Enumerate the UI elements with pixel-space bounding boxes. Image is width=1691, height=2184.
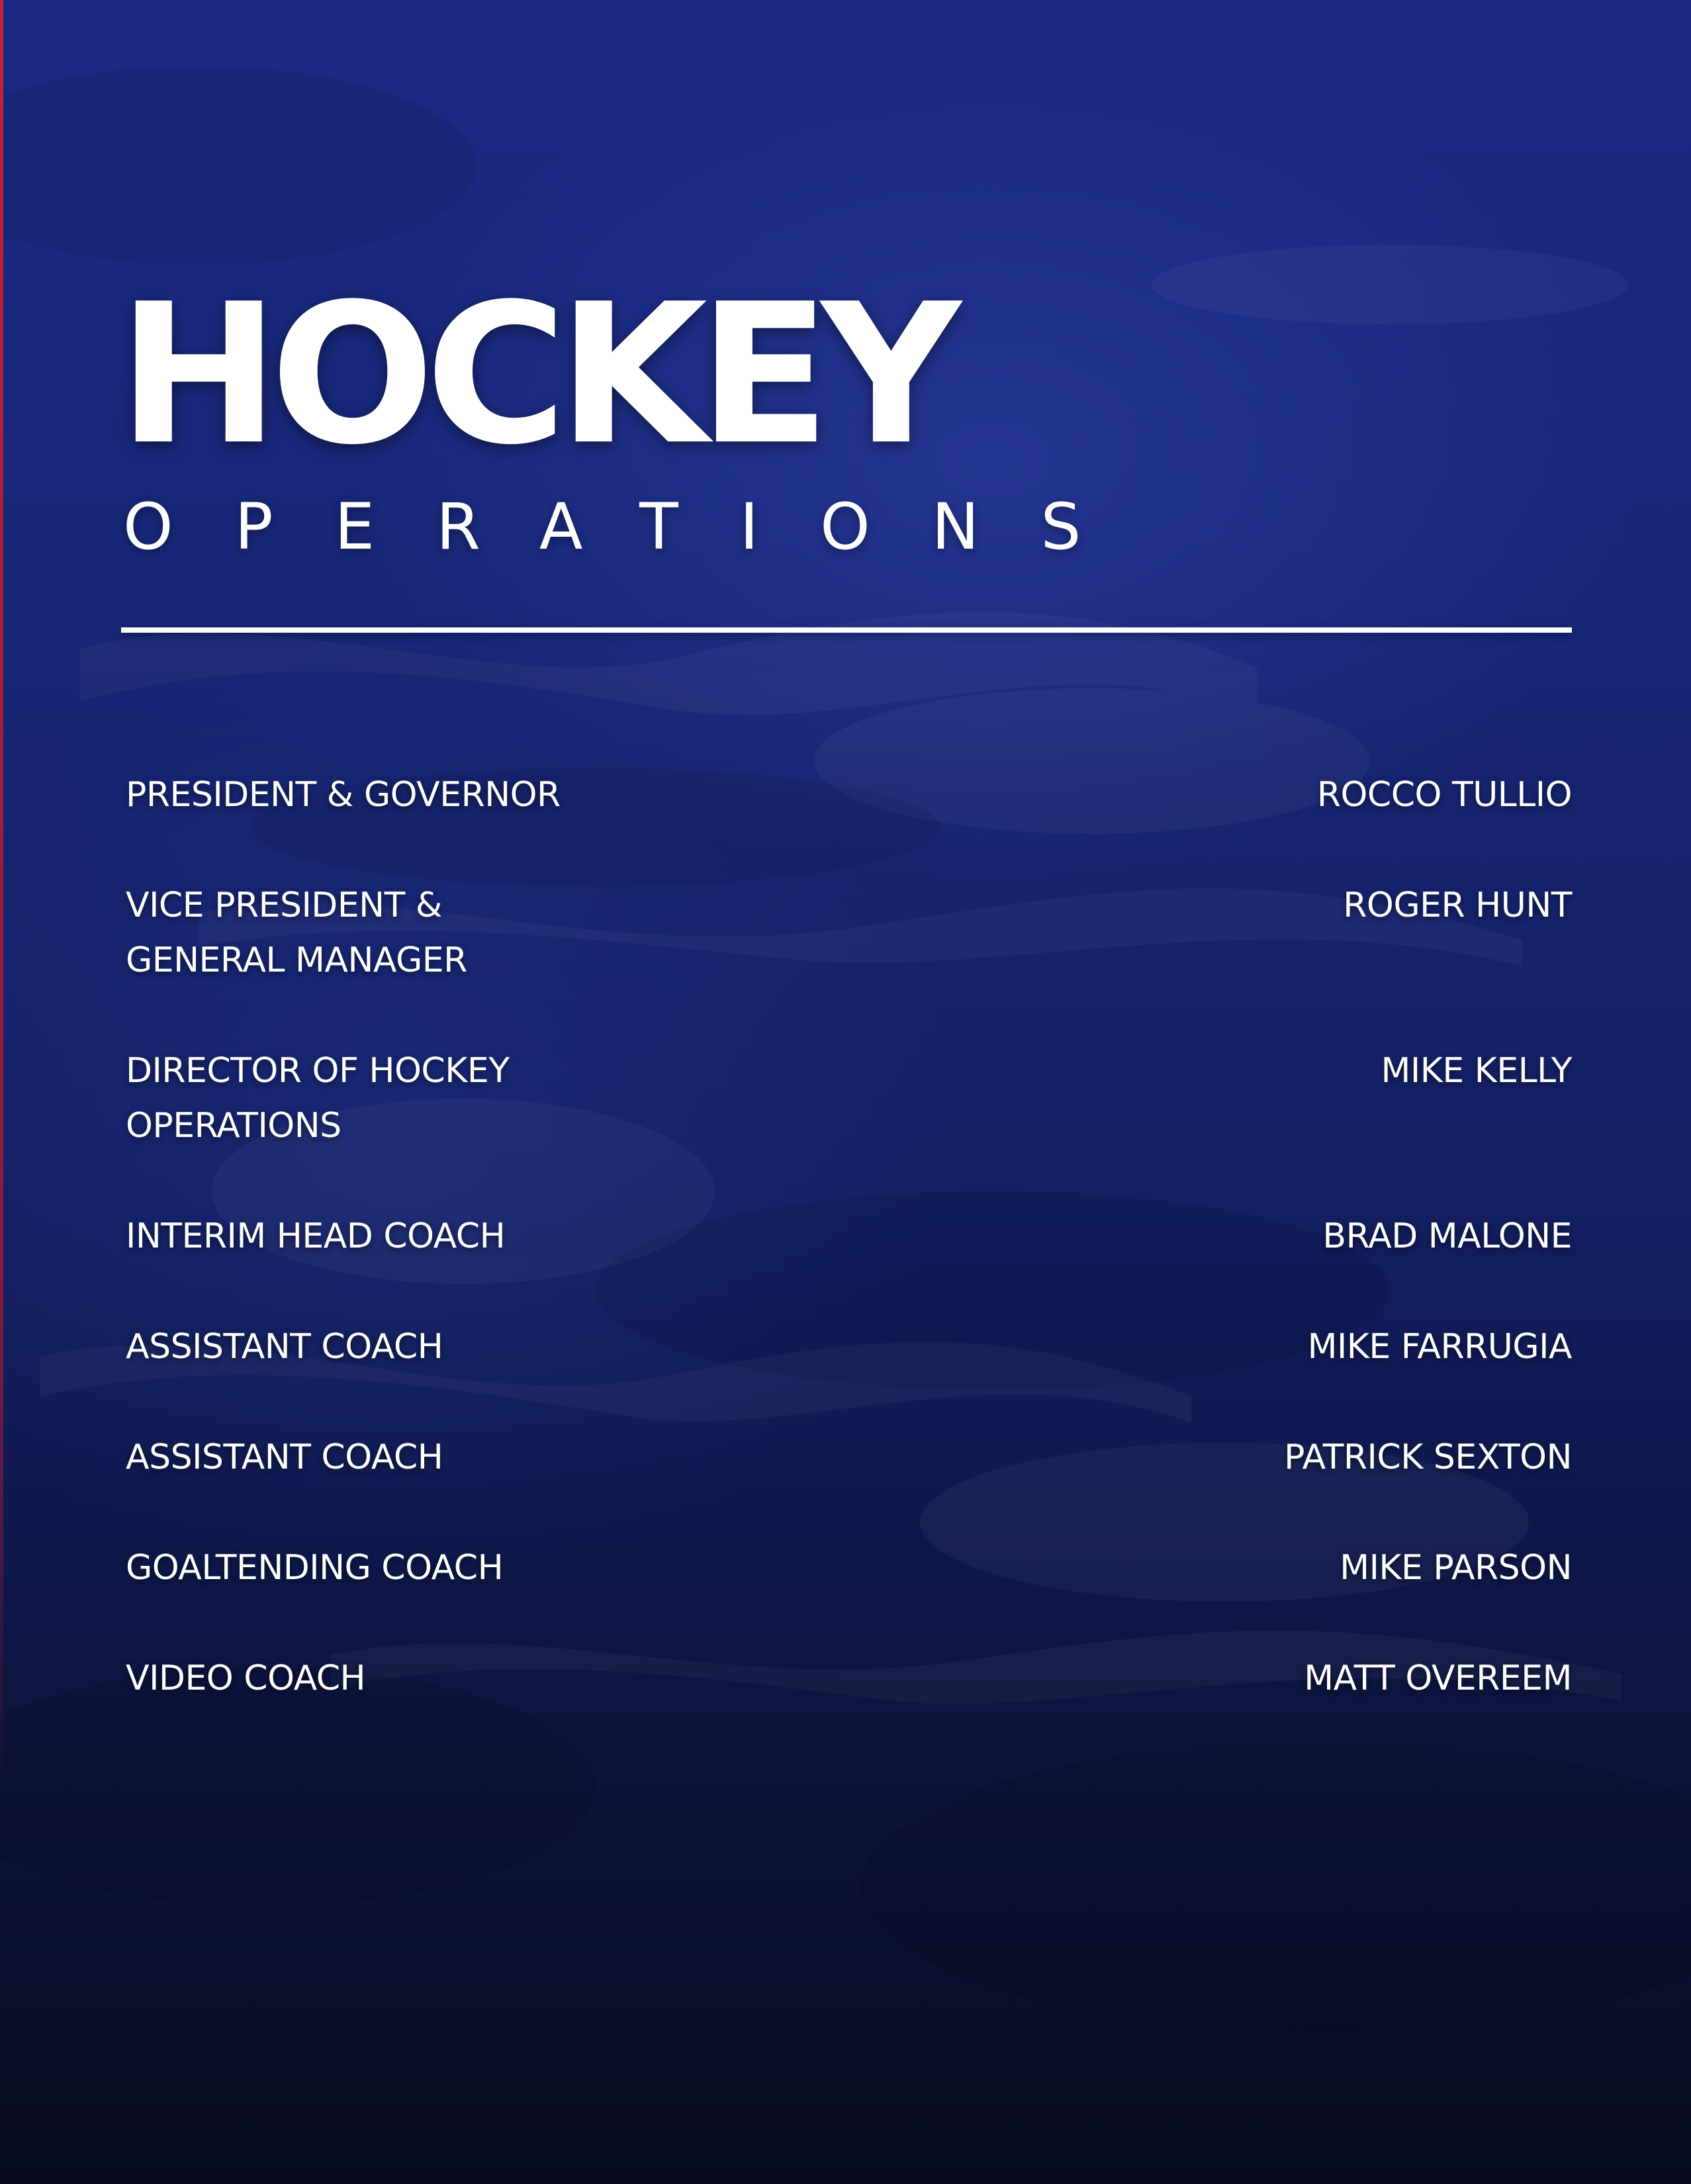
staff-row (126, 1651, 1572, 1762)
staff-role: INTERIM HEAD COACH (126, 1216, 506, 1256)
staff-name: ROGER HUNT (1343, 886, 1572, 925)
staff-name: PATRICK SEXTON (1284, 1437, 1572, 1477)
staff-role: ASSISTANT COACH (126, 1437, 443, 1477)
staff-role: PRESIDENT & GOVERNOR (126, 775, 561, 815)
staff-row (126, 878, 1572, 1044)
title-divider (121, 627, 1572, 633)
page-title: HOCKEY (118, 262, 952, 487)
staff-row (126, 1320, 1572, 1430)
staff-role: DIRECTOR OF HOCKEY OPERATIONS (126, 1051, 510, 1146)
staff-row (126, 1209, 1572, 1320)
staff-name: MIKE PARSON (1340, 1548, 1572, 1588)
staff-name: MIKE KELLY (1381, 1051, 1572, 1091)
staff-role: VICE PRESIDENT & GENERAL MANAGER (126, 886, 467, 980)
edge-accent-stripe (0, 0, 3, 1787)
staff-name: MIKE FARRUGIA (1307, 1327, 1572, 1367)
staff-name: BRAD MALONE (1322, 1216, 1572, 1256)
staff-row (126, 1541, 1572, 1651)
page-subtitle: OPERATIONS (123, 490, 1143, 564)
staff-role: GOALTENDING COACH (126, 1548, 504, 1588)
staff-name: MATT OVEREEM (1304, 1659, 1572, 1698)
staff-row (126, 768, 1572, 878)
staff-row (126, 1044, 1572, 1209)
staff-list (126, 768, 1572, 1762)
staff-role: ASSISTANT COACH (126, 1327, 443, 1367)
staff-row (126, 1430, 1572, 1541)
staff-role: VIDEO COACH (126, 1659, 366, 1698)
staff-name: ROCCO TULLIO (1316, 775, 1572, 815)
